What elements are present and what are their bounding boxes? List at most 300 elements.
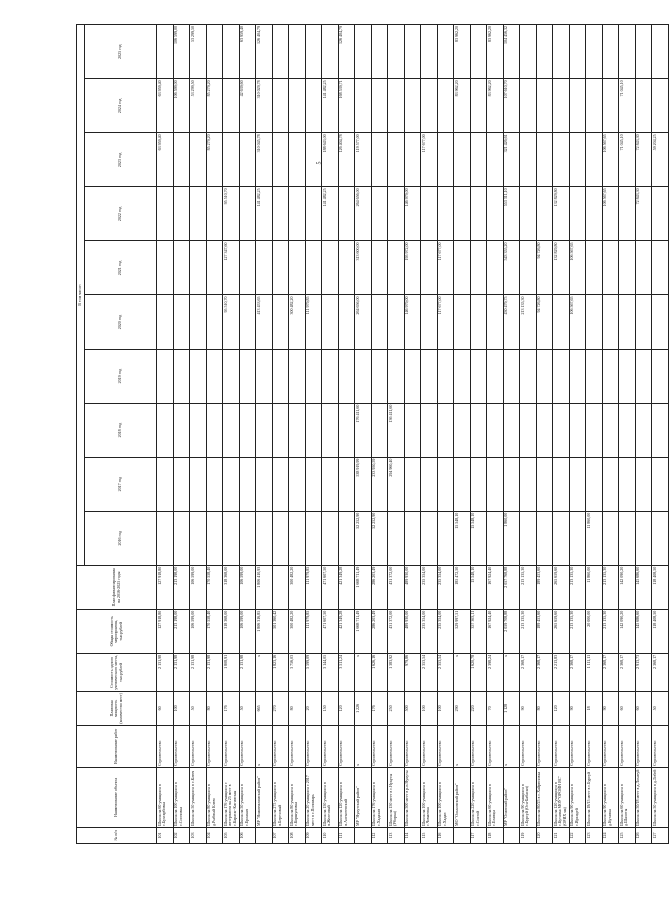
cell-year-value: 117 677,00 bbox=[421, 133, 438, 187]
table-row bbox=[652, 25, 669, 844]
cell-year-value bbox=[256, 511, 273, 565]
cell-year-value: 132 829,80 bbox=[553, 187, 570, 241]
cell-capacity: 90 bbox=[602, 691, 619, 725]
cell-plan-funding: 489 930,00 bbox=[404, 565, 421, 609]
cell-num bbox=[355, 827, 372, 843]
cell-year-value bbox=[305, 403, 322, 457]
cell-year-value bbox=[635, 403, 652, 457]
cell-year-value bbox=[520, 457, 537, 511]
cell-total-cost: 213 135,30 bbox=[569, 609, 586, 653]
cell-works: Строительство bbox=[553, 725, 570, 767]
cell-year-value bbox=[272, 457, 289, 511]
cell-year-value bbox=[388, 25, 405, 79]
cell-total-cost: 489 930,00 bbox=[404, 609, 421, 653]
cell-year-value bbox=[289, 187, 306, 241]
cell-year-value: 106 567,65 bbox=[569, 241, 586, 295]
cell-year-value bbox=[520, 25, 537, 79]
cell-year-value bbox=[206, 403, 223, 457]
cell-year-value bbox=[553, 79, 570, 133]
cell-year-value bbox=[190, 295, 207, 349]
cell-total-cost: 106 599,00 bbox=[239, 609, 256, 653]
cell-object: Школа на 18/15 мест в с.Бурсуй bbox=[586, 767, 603, 827]
cell-year-value bbox=[338, 511, 355, 565]
cell-object: Школа на 50/18 мест в д.Лохатуй bbox=[635, 767, 652, 827]
cell-unit-cost: 2 131,98 bbox=[157, 653, 174, 691]
table-row bbox=[239, 25, 256, 844]
cell-year-value bbox=[206, 349, 223, 403]
cell-year-value bbox=[470, 457, 487, 511]
cell-unit-cost: 2 398,24 bbox=[487, 653, 504, 691]
cell-num bbox=[454, 827, 471, 843]
cell-unit-cost: 2 131,98 bbox=[206, 653, 223, 691]
cell-unit-cost: 1 383,92 bbox=[388, 653, 405, 691]
cell-year-value bbox=[305, 241, 322, 295]
cell-year-value bbox=[289, 241, 306, 295]
cell-year-value bbox=[305, 187, 322, 241]
cell-num: 113 bbox=[388, 827, 405, 843]
cell-year-value bbox=[454, 349, 471, 403]
cell-works: Строительство bbox=[305, 725, 322, 767]
cell-year-value bbox=[322, 295, 339, 349]
cell-year-value bbox=[454, 241, 471, 295]
cell-year-value: 168 539,71 bbox=[338, 79, 355, 133]
cell-year-value: 107 610,70 bbox=[503, 79, 520, 133]
cell-year-value bbox=[503, 457, 520, 511]
cell-capacity: 18 bbox=[586, 691, 603, 725]
col-year: 2016 год bbox=[85, 511, 157, 565]
cell-total-cost: 2 059 708,88 bbox=[503, 609, 520, 653]
cell-object: Школа на 275 учащихся в п.Березовый bbox=[272, 767, 289, 827]
cell-object: Школа на 150 мест в с.Нукуты (Уборка) bbox=[388, 767, 405, 827]
cell-plan-funding: 111 979,85 bbox=[305, 565, 322, 609]
cell-year-value bbox=[421, 241, 438, 295]
cell-year-value bbox=[652, 241, 669, 295]
cell-num: 120 bbox=[536, 827, 553, 843]
cell-year-value bbox=[338, 349, 355, 403]
cell-unit-cost: 2 131,98 bbox=[239, 653, 256, 691]
table-row bbox=[322, 25, 339, 844]
cell-plan-funding: 170 558,40 bbox=[206, 565, 223, 609]
cell-year-value: 117 677,00 bbox=[437, 241, 454, 295]
cell-total-cost: 142 090,20 bbox=[619, 609, 636, 653]
cell-year-value: 126 404,79 bbox=[338, 25, 355, 79]
cell-year-value bbox=[635, 457, 652, 511]
cell-works: Строительство bbox=[239, 725, 256, 767]
cell-year-value bbox=[388, 295, 405, 349]
cell-year-value bbox=[569, 187, 586, 241]
cell-plan-funding: 142 090,20 bbox=[619, 565, 636, 609]
table-row bbox=[586, 25, 603, 844]
cell-unit-cost: 2 368,17 bbox=[536, 653, 553, 691]
cell-capacity: 80 bbox=[206, 691, 223, 725]
cell-year-value bbox=[421, 295, 438, 349]
cell-num: 117 bbox=[470, 827, 487, 843]
cell-unit-cost: 2 368,17 bbox=[602, 653, 619, 691]
cell-year-value bbox=[305, 133, 322, 187]
cell-plan-funding: 185 472,50 bbox=[454, 565, 471, 609]
cell-capacity: 176 bbox=[371, 691, 388, 725]
cell-year-value: 300 482,20 bbox=[289, 295, 306, 349]
cell-year-value bbox=[586, 241, 603, 295]
cell-year-value bbox=[487, 133, 504, 187]
cell-year-value bbox=[206, 241, 223, 295]
cell-year-value bbox=[553, 349, 570, 403]
cell-year-value: 106 599,00 bbox=[173, 79, 190, 133]
cell-total-cost: 111 979,85 bbox=[305, 609, 322, 653]
cell-object: МР "Нукутский район" bbox=[355, 767, 372, 827]
cell-year-value bbox=[619, 349, 636, 403]
cell-year-value: 430 479,75 bbox=[503, 295, 520, 349]
cell-year-value bbox=[421, 511, 438, 565]
cell-year-value bbox=[470, 25, 487, 79]
cell-unit-cost: 1 620,78 bbox=[470, 653, 487, 691]
cell-capacity: 270 bbox=[272, 691, 289, 725]
cell-year-value bbox=[404, 349, 421, 403]
table-row bbox=[619, 25, 636, 844]
cell-year-value bbox=[157, 403, 174, 457]
cell-object: Школа на 60 учащихся в с.Бухтарбовка bbox=[157, 767, 174, 827]
cell-total-cost: 189 453,60 bbox=[536, 609, 553, 653]
funding-table bbox=[76, 24, 669, 844]
cell-total-cost: 529 997,51 bbox=[454, 609, 471, 653]
cell-year-value bbox=[487, 457, 504, 511]
cell-object: Школа на 500 мест в р.п.Нукуты bbox=[404, 767, 421, 827]
cell-year-value bbox=[355, 349, 372, 403]
cell-year-value bbox=[536, 25, 553, 79]
cell-year-value bbox=[421, 457, 438, 511]
cell-year-value bbox=[421, 403, 438, 457]
cell-year-value: 111 979,85 bbox=[305, 295, 322, 349]
cell-year-value bbox=[437, 403, 454, 457]
cell-plan-funding: 318 368,00 bbox=[223, 565, 240, 609]
cell-num: 126 bbox=[635, 827, 652, 843]
cell-plan-funding: 2 057 768,88 bbox=[503, 565, 520, 609]
cell-object: Школа на 60 учащихся в с.Еланцы bbox=[487, 767, 504, 827]
cell-plan-funding: 265 659,60 bbox=[553, 565, 570, 609]
cell-year-value bbox=[487, 511, 504, 565]
cell-year-value: 117 677,00 bbox=[437, 295, 454, 349]
cell-num: 116 bbox=[437, 827, 454, 843]
cell-plan-funding: 127 918,80 bbox=[157, 565, 174, 609]
cell-capacity: 90 bbox=[569, 691, 586, 725]
cell-unit-cost: 2 353,54 bbox=[437, 653, 454, 691]
cell-unit-cost: 3 511,24 bbox=[338, 653, 355, 691]
cell-year-value bbox=[256, 241, 273, 295]
cell-year-value: 11 860,00 bbox=[586, 511, 603, 565]
cell-year-value bbox=[223, 403, 240, 457]
table-row bbox=[454, 25, 471, 844]
cell-year-value: 52 252,90 bbox=[355, 511, 372, 565]
cell-year-value bbox=[272, 403, 289, 457]
cell-year-value bbox=[239, 241, 256, 295]
cell-plan-funding: 235 354,00 bbox=[421, 565, 438, 609]
cell-capacity: 60 bbox=[157, 691, 174, 725]
cell-plan-funding: 189 453,60 bbox=[536, 565, 553, 609]
cell-object: Школа на 120 учащихся в с.Кутанка МОУ"ОРОЙН ЯС" (ОРИХ ма) bbox=[553, 767, 570, 827]
cell-total-cost: 127 918,80 bbox=[157, 609, 174, 653]
cell-year-value: 233 950,59 bbox=[371, 457, 388, 511]
cell-year-value bbox=[520, 79, 537, 133]
cell-year-value bbox=[338, 403, 355, 457]
cell-year-value bbox=[454, 133, 471, 187]
cell-year-value bbox=[619, 187, 636, 241]
cell-year-value: 106 567,65 bbox=[602, 187, 619, 241]
cell-year-value bbox=[487, 241, 504, 295]
cell-year-value bbox=[569, 79, 586, 133]
cell-object: Школа на 20 учащихся с 2017 мест в с.Пономарь bbox=[305, 767, 322, 827]
cell-year-value bbox=[602, 295, 619, 349]
cell-year-value bbox=[454, 187, 471, 241]
cell-year-value: 553 311,10 bbox=[503, 187, 520, 241]
cell-plan-funding: 431 372,00 bbox=[388, 565, 405, 609]
cell-total-cost: 235 354,00 bbox=[437, 609, 454, 653]
cell-unit-cost: 2 368,17 bbox=[619, 653, 636, 691]
cell-unit-cost: 2 368,17 bbox=[569, 653, 586, 691]
cell-year-value bbox=[652, 349, 669, 403]
cell-object: Школа на 176 учащихся с интернатом на 25 мест в с.Каратаг-Кигинская bbox=[223, 767, 240, 827]
cell-year-value bbox=[487, 403, 504, 457]
cell-year-value bbox=[652, 511, 669, 565]
cell-plan-funding: 106 599,00 bbox=[190, 565, 207, 609]
cell-year-value bbox=[338, 241, 355, 295]
col-year: 2024 год bbox=[85, 79, 157, 133]
cell-year-value: 264 656,00 bbox=[355, 187, 372, 241]
cell-unit-cost: 2 913,73 bbox=[635, 653, 652, 691]
cell-num: 101 bbox=[157, 827, 174, 843]
cell-total-cost: 471 607,50 bbox=[322, 609, 339, 653]
cell-year-value: 1 860,00 bbox=[503, 511, 520, 565]
cell-year-value bbox=[289, 403, 306, 457]
cell-year-value bbox=[404, 79, 421, 133]
cell-year-value bbox=[322, 349, 339, 403]
cell-year-value: 264 656,00 bbox=[355, 295, 372, 349]
cell-year-value: 294 960,40 bbox=[388, 457, 405, 511]
cell-plan-funding: 1 806 410,93 bbox=[256, 565, 273, 609]
cell-unit-cost: 5 599,09 bbox=[305, 653, 322, 691]
cell-num: 121 bbox=[553, 827, 570, 843]
cell-year-value bbox=[272, 187, 289, 241]
cell-year-value bbox=[322, 241, 339, 295]
cell-year-value bbox=[602, 241, 619, 295]
cell-plan-funding: 1 668 711,49 bbox=[355, 565, 372, 609]
cell-works: Строительство bbox=[272, 725, 289, 767]
cell-num: 124 bbox=[602, 827, 619, 843]
cell-total-cost: 167 924,40 bbox=[487, 609, 504, 653]
cell-capacity: 50 bbox=[239, 691, 256, 725]
cell-year-value: 141 482,25 bbox=[256, 187, 273, 241]
cell-year-value bbox=[305, 349, 322, 403]
cell-unit-cost: 1 626,16 bbox=[371, 653, 388, 691]
cell-year-value bbox=[272, 241, 289, 295]
cell-year-value bbox=[602, 349, 619, 403]
cell-year-value bbox=[371, 349, 388, 403]
table-row bbox=[305, 25, 322, 844]
cell-year-value bbox=[652, 79, 669, 133]
cell-year-value bbox=[454, 403, 471, 457]
cell-year-value bbox=[586, 457, 603, 511]
cell-plan-funding bbox=[272, 565, 289, 609]
cell-year-value bbox=[635, 79, 652, 133]
cell-plan-funding: 11 860,00 bbox=[586, 565, 603, 609]
cell-year-value bbox=[635, 241, 652, 295]
table-row bbox=[569, 25, 586, 844]
cell-year-value bbox=[305, 457, 322, 511]
cell-capacity: 50 bbox=[190, 691, 207, 725]
cell-works: Строительство bbox=[190, 725, 207, 767]
cell-plan-funding: 213 135,30 bbox=[602, 565, 619, 609]
cell-year-value: 71 045,10 bbox=[619, 79, 636, 133]
cell-year-value bbox=[272, 511, 289, 565]
cell-unit-cost: 2 213,83 bbox=[553, 653, 570, 691]
cell-year-value bbox=[652, 457, 669, 511]
cell-year-value bbox=[157, 25, 174, 79]
cell-capacity: 80 bbox=[289, 691, 306, 725]
cell-year-value bbox=[602, 403, 619, 457]
cell-year-value bbox=[404, 457, 421, 511]
cell-year-value bbox=[470, 79, 487, 133]
cell-works: Строительство bbox=[619, 725, 636, 767]
cell-total-cost: 1 806 316,85 bbox=[256, 609, 273, 653]
col-including: В том числе: bbox=[77, 25, 85, 566]
cell-capacity: 120 bbox=[338, 691, 355, 725]
cell-works: Строительство bbox=[602, 725, 619, 767]
cell-object: Школа на 90 учащихся в д.Кутанка bbox=[602, 767, 619, 827]
cell-works: Строительство bbox=[536, 725, 553, 767]
cell-year-value bbox=[272, 79, 289, 133]
cell-year-value bbox=[305, 79, 322, 133]
cell-year-value bbox=[223, 133, 240, 187]
cell-capacity: 100 bbox=[421, 691, 438, 725]
cell-object: МР "Нижнеилимский район" bbox=[256, 767, 273, 827]
cell-plan-funding: 213 135,30 bbox=[520, 565, 537, 609]
cell-plan-funding: 106 599,00 bbox=[239, 565, 256, 609]
cell-year-value: 83 962,20 bbox=[454, 25, 471, 79]
cell-object: Школа на 80 учащихся в д.Рыбный Ключ bbox=[206, 767, 223, 827]
cell-year-value bbox=[536, 457, 553, 511]
cell-num: 109 bbox=[305, 827, 322, 843]
cell-year-value bbox=[536, 349, 553, 403]
cell-object: Школа на 176 учащихся в с.Хадахан bbox=[371, 767, 388, 827]
cell-year-value: 106 567,65 bbox=[569, 295, 586, 349]
cell-year-value bbox=[305, 511, 322, 565]
cell-year-value bbox=[553, 457, 570, 511]
cell-year-value: 538 919,99 bbox=[355, 457, 372, 511]
cell-works: Строительство bbox=[173, 725, 190, 767]
table-row bbox=[223, 25, 240, 844]
cell-year-value bbox=[338, 295, 355, 349]
cell-year-value bbox=[553, 403, 570, 457]
col-year: 2018 год bbox=[85, 403, 157, 457]
cell-year-value: 141 482,25 bbox=[322, 187, 339, 241]
table-row bbox=[503, 25, 520, 844]
cell-capacity: 70 bbox=[487, 691, 504, 725]
cell-year-value bbox=[289, 511, 306, 565]
cell-num: 127 bbox=[652, 827, 669, 843]
cell-year-value bbox=[305, 25, 322, 79]
cell-year-value bbox=[586, 187, 603, 241]
cell-total-cost: 106 599,00 bbox=[190, 609, 207, 653]
cell-year-value bbox=[569, 403, 586, 457]
cell-year-value bbox=[421, 187, 438, 241]
cell-works: х bbox=[503, 725, 520, 767]
cell-year-value: 146 979,00 bbox=[404, 295, 421, 349]
cell-works: Строительство bbox=[487, 725, 504, 767]
cell-num: 114 bbox=[404, 827, 421, 843]
table-row bbox=[635, 25, 652, 844]
cell-year-value: 106 599,00 bbox=[173, 25, 190, 79]
col-total-cost: Общая стоимость мероприятия, тыс.рублей bbox=[77, 609, 157, 653]
cell-works: Строительство bbox=[635, 725, 652, 767]
cell-year-value bbox=[520, 187, 537, 241]
cell-year-value bbox=[289, 133, 306, 187]
cell-capacity: 120 bbox=[553, 691, 570, 725]
cell-object: Школа на 90 учащихся в с.Бурсуй (Оса-Бабасан) bbox=[520, 767, 537, 827]
cell-year-value: 188 643,00 bbox=[322, 133, 339, 187]
cell-year-value bbox=[602, 25, 619, 79]
table-row bbox=[553, 25, 570, 844]
cell-year-value bbox=[157, 457, 174, 511]
cell-year-value bbox=[157, 187, 174, 241]
cell-works: Строительство bbox=[404, 725, 421, 767]
cell-year-value bbox=[371, 187, 388, 241]
cell-year-value bbox=[239, 511, 256, 565]
cell-num: 125 bbox=[619, 827, 636, 843]
cell-year-value bbox=[239, 403, 256, 457]
cell-year-value: 310 045,78 bbox=[256, 133, 273, 187]
cell-year-value bbox=[536, 79, 553, 133]
rotated-table-page bbox=[76, 24, 657, 844]
cell-year-value: 63 959,40 bbox=[157, 79, 174, 133]
cell-year-value bbox=[586, 403, 603, 457]
cell-object: Школа на 120 учащихся в п.Алексеевский bbox=[338, 767, 355, 827]
cell-works: Строительство bbox=[157, 725, 174, 767]
cell-year-value: 119 577,00 bbox=[355, 133, 372, 187]
cell-total-cost: 213 135,30 bbox=[520, 609, 537, 653]
cell-year-value bbox=[652, 295, 669, 349]
cell-year-value: 94 726,80 bbox=[536, 241, 553, 295]
cell-year-value: 72 843,30 bbox=[635, 133, 652, 187]
col-year: 2023 год bbox=[85, 133, 157, 187]
cell-year-value bbox=[619, 25, 636, 79]
cell-object: Школа на 50 учащихся в д.Лобей bbox=[652, 767, 669, 827]
cell-plan-funding: 421 349,28 bbox=[338, 565, 355, 609]
cell-year-value bbox=[586, 25, 603, 79]
cell-year-value bbox=[635, 511, 652, 565]
cell-year-value: 141 482,25 bbox=[322, 79, 339, 133]
cell-year-value bbox=[437, 133, 454, 187]
cell-year-value bbox=[173, 349, 190, 403]
cell-year-value bbox=[289, 349, 306, 403]
cell-object: Школа на 100 учащихся в с.Хадан bbox=[437, 767, 454, 827]
cell-year-value bbox=[470, 133, 487, 187]
cell-plan-funding: 15 548,10 bbox=[470, 565, 487, 609]
cell-year-value bbox=[173, 187, 190, 241]
cell-year-value bbox=[404, 133, 421, 187]
cell-year-value bbox=[569, 511, 586, 565]
cell-year-value: 104 456,32 bbox=[503, 25, 520, 79]
cell-year-value bbox=[371, 25, 388, 79]
cell-year-value bbox=[569, 133, 586, 187]
cell-plan-funding: 300 482,20 bbox=[289, 565, 306, 609]
cell-year-value: 53 299,50 bbox=[190, 79, 207, 133]
table-row bbox=[355, 25, 372, 844]
cell-unit-cost: 979,86 bbox=[404, 653, 421, 691]
cell-year-value: 52 252,90 bbox=[371, 511, 388, 565]
cell-year-value bbox=[272, 349, 289, 403]
cell-year-value bbox=[470, 241, 487, 295]
cell-total-cost: 286 203,49 bbox=[371, 609, 388, 653]
cell-total-cost: 318 368,00 bbox=[223, 609, 240, 653]
